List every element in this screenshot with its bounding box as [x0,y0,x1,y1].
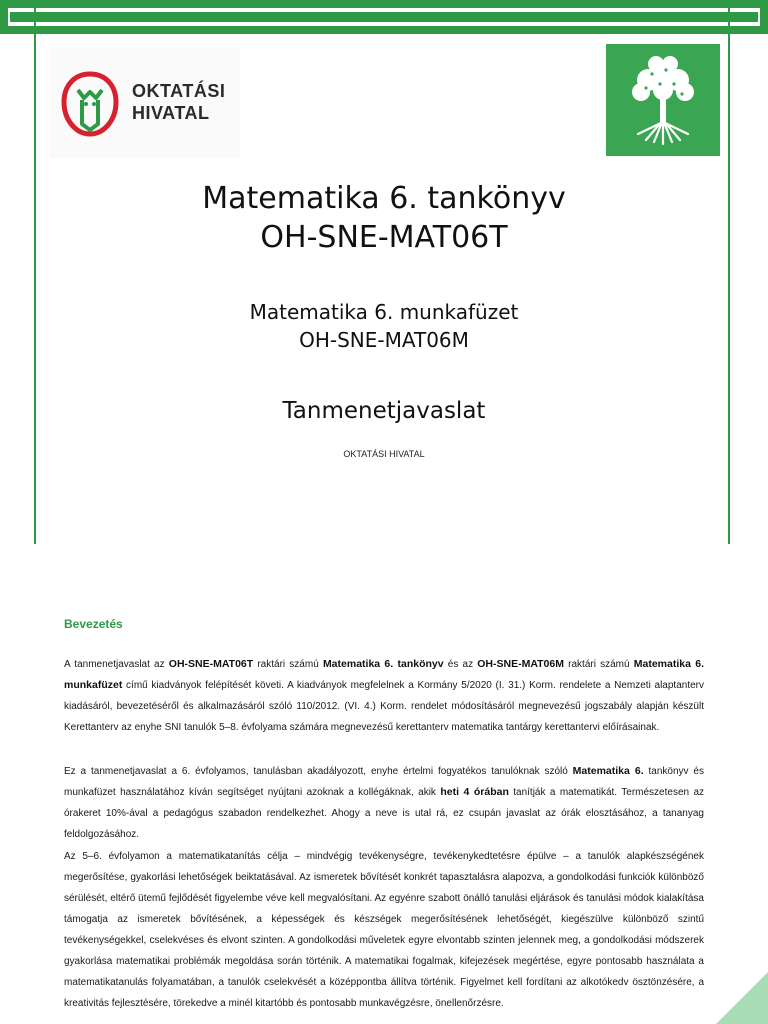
document-type-title: Tanmenetjavaslat [282,398,486,424]
section-heading: Bevezetés [64,617,123,631]
workbook-title: Matematika 6. munkafüzet [249,300,519,324]
paragraph-2: Ez a tanmenetjavaslat a 6. évfolyamos, tanulásban akadályozott, enyhe értelmi fogyatékos tanulóknak szóló Matematika 6. tankönyv és munkafüzet használatához kíván segítséget nyújtani azoknak a kollégáknak, akik heti 4 órában tanítják a matematikát. Természetesen az órakeret 10%-ával a pedagógus szabadon rendelkezhet. Ahogy a neve is utal rá, ez csupán javaslat az órák elosztásához, a tananyag feldolgozásához. [64,765,705,840]
paragraph-3: Az 5–6. évfolyamon a matematikatanítás célja – mindvégig tevékenységre, tevékenykedtetésre épülve – a tanulók alapkészségének megerősítése, gyakorlási lehetőségek beiktatásával. Az ismeretek bővítését konkrét tapasztalásra alapozva, a gondolkodási funkciók különböző sérülését, eltérő ütemű fejlődését figyelembe véve kell megvalósítani. Az egyénre szabott önálló tanulási eljárások és tanulási módok kialakítása támogatja az ismeretek bővítésének, a képességek és készségek megerősítésének lehetőségét, kiegészülve különböző szintű tevékenységekkel, cselekvéses és elvont szinten. A gondolkodási műveletek egyre elvontabb szinten jelennek meg, a gondolkodási módszerek gyakorlása matematikai problémák megoldása során történik. A matematikai fogalmak, kifejezések megértése, egyre pontosabb használata a matematikatanulás folyamatában, a tanulók cselekvését a középpontba állítva történik. Figyelmet kell fordítani az alkotókedv ösztönzésére, a kreativitás fejlesztésére, törekedve a minél kitartóbb és pontosabb munkavégzésre, önellenőrzésre. [64,851,704,1009]
textbook-code: OH-SNE-MAT06T [260,220,508,255]
tree-icon [606,44,720,156]
top-green-bar [0,0,768,34]
left-border-line [34,0,36,544]
right-border-line [728,0,730,544]
tree-logo [606,44,720,156]
workbook-code: OH-SNE-MAT06M [299,328,469,352]
corner-decoration [716,972,768,1024]
organization-name: OKTATÁSI HIVATAL [343,449,425,459]
logo-text-line2: HIVATAL [132,103,210,123]
owl-logo-icon [60,68,120,140]
oktatasi-hivatal-logo [50,48,240,158]
paragraph-1: A tanmenetjavaslat az OH-SNE-MAT06T raktári számú Matematika 6. tankönyv és az OH-SNE-MAT06M raktári számú Matematika 6. munkafüzet című kiadványok felépítését követi. A kiadványok megfelelnek a Kormány 5/2020 (I. 31.) Korm. rendelete a Nemzeti alaptanterv kiadásáról, bevezetéséről és alkalmazásáról szóló 110/2012. (VI. 4.) Korm. rendelet módosításáról megnevezésű jogszabály alapján készült Kerettanterv az enyhe SNI tanulók 5–8. évfolyama számára megnevezésű kerettanterv matematika tantárgy kerettantervi előírásainak. [64,658,704,733]
textbook-title: Matematika 6. tankönyv [202,181,566,216]
logo-text-line1: OKTATÁSI [132,81,226,101]
